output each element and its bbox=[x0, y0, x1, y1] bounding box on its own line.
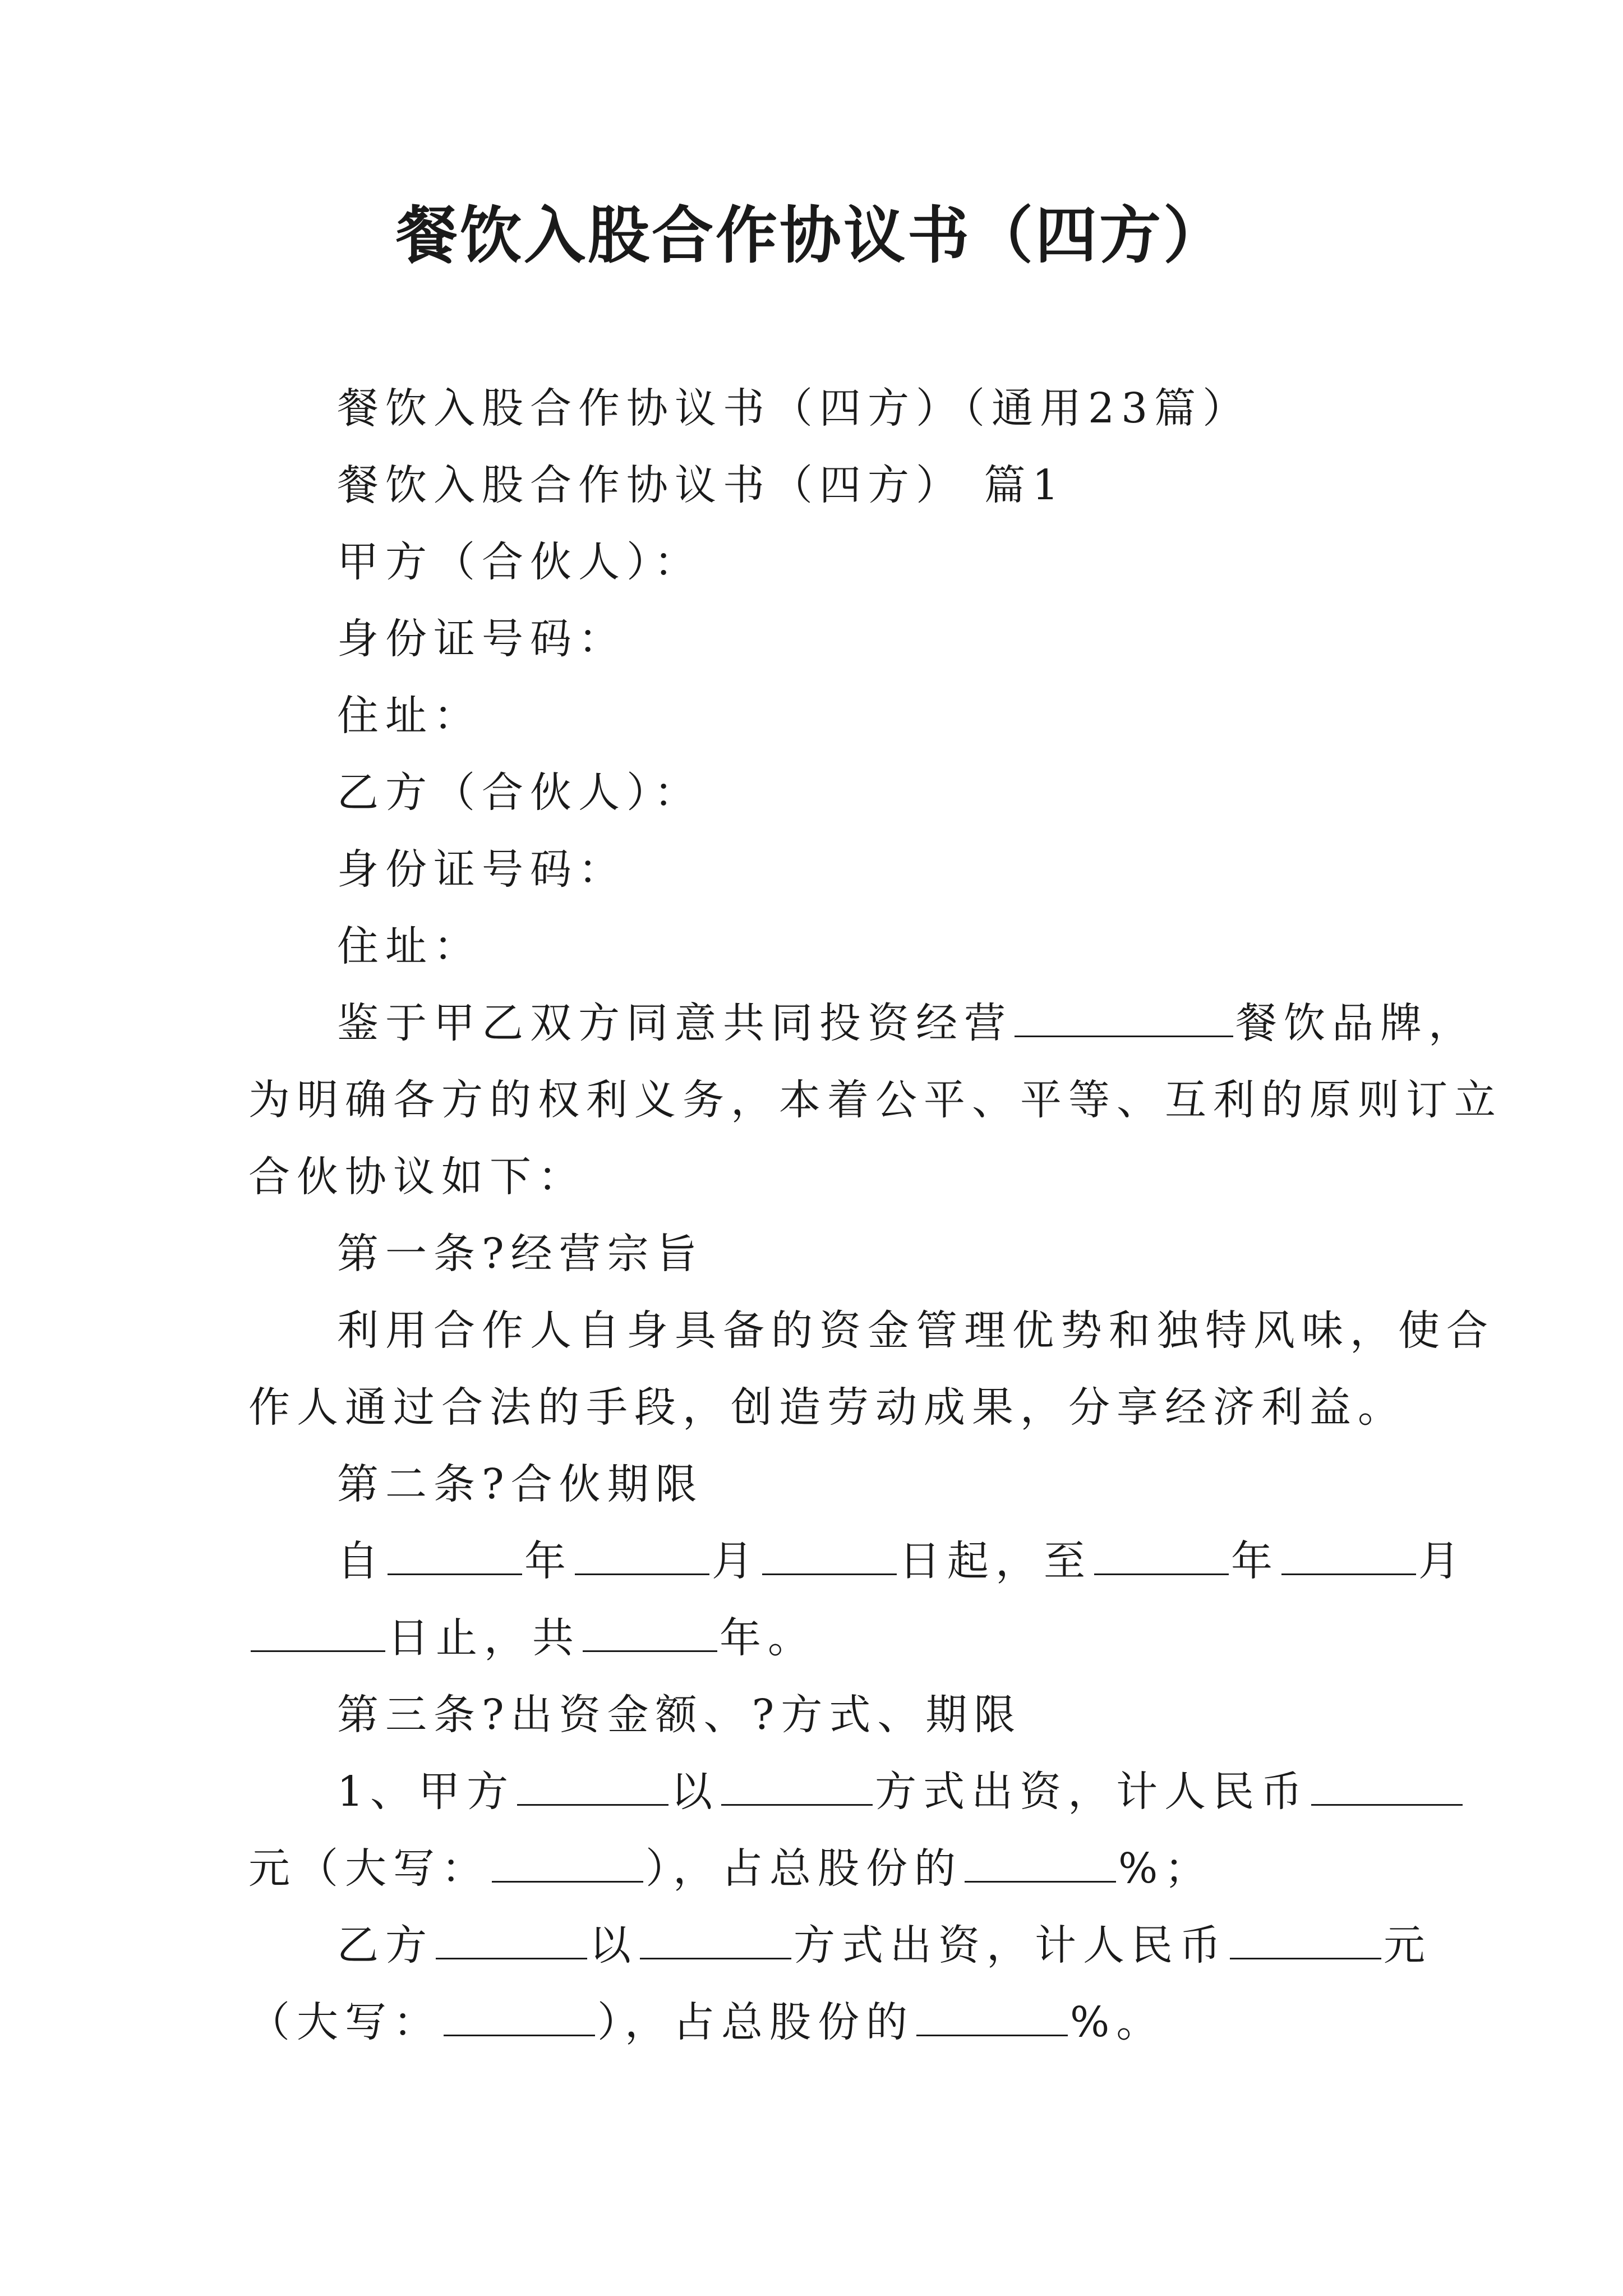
party-b-address-label: 住址： bbox=[337, 922, 482, 970]
party-a-method-blank bbox=[721, 1763, 873, 1806]
method-text-b: 方式出资，计人民币 bbox=[794, 1921, 1228, 1970]
party-b-caps-blank bbox=[444, 1993, 595, 2036]
yuan-text-b: 元 bbox=[1384, 1921, 1432, 1970]
party-a-name-blank bbox=[517, 1763, 668, 1806]
year-text-1: 年 bbox=[524, 1537, 573, 1585]
end-month-blank bbox=[1281, 1532, 1416, 1575]
subtitle-part: 餐饮入股合作协议书（四方） 篇1 bbox=[337, 461, 1066, 509]
article-2-heading: 第二条?合伙期限 bbox=[337, 1460, 704, 1508]
yuan-text-a: 元 bbox=[248, 1844, 297, 1893]
article-1-line-1: 利用合作人自身具备的资金管理优势和独特风味，使合 bbox=[337, 1306, 1495, 1355]
pct-end-b: %。 bbox=[1070, 1998, 1165, 2046]
subtitle-collection: 餐饮入股合作协议书（四方）（通用23篇） bbox=[337, 384, 1251, 432]
party-b-prefix: 乙方 bbox=[337, 1921, 434, 1970]
caps-close-a: ），占总股份的 bbox=[645, 1844, 962, 1893]
month-text-1: 月 bbox=[712, 1537, 760, 1585]
month-text-2: 月 bbox=[1418, 1537, 1467, 1585]
party-b-label: 乙方（合伙人）： bbox=[337, 769, 702, 817]
article-3-heading: 第三条?出资金额、?方式、期限 bbox=[337, 1691, 1022, 1739]
document-body bbox=[248, 370, 1502, 2061]
method-text-a: 方式出资，计人民币 bbox=[875, 1768, 1310, 1816]
preamble-line-3: 合伙协议如下： bbox=[248, 1153, 586, 1201]
article-2-line-1 bbox=[248, 1523, 1467, 1600]
total-years-blank bbox=[583, 1609, 717, 1652]
end-year-blank bbox=[1094, 1532, 1229, 1575]
party-a-address-label: 住址： bbox=[337, 692, 482, 740]
article-3-b-line-1 bbox=[248, 1907, 1432, 1984]
party-a-prefix: 1、甲方 bbox=[337, 1768, 515, 1816]
article-2-line-2 bbox=[248, 1600, 1382, 1677]
article-1-heading: 第一条?经营宗旨 bbox=[337, 1230, 704, 1278]
article-3-a-line-1 bbox=[248, 1754, 1382, 1830]
party-a-share-blank bbox=[965, 1839, 1116, 1883]
start-day-blank bbox=[762, 1532, 897, 1575]
start-year-blank bbox=[388, 1532, 522, 1575]
years-end-text: 年。 bbox=[720, 1614, 816, 1662]
document-title: 餐饮入股合作协议书（四方） bbox=[396, 199, 1227, 272]
day-start-text: 日起，至 bbox=[899, 1537, 1092, 1585]
article-3-a-line-2 bbox=[248, 1830, 1382, 1907]
caps-close-b: ），占总股份的 bbox=[597, 1998, 914, 2046]
party-a-caps-blank bbox=[492, 1839, 643, 1883]
party-b-method-blank bbox=[640, 1916, 791, 1959]
preamble-line-1 bbox=[248, 985, 1477, 1062]
from-text: 自 bbox=[337, 1537, 385, 1585]
caps-open-b: （大写： bbox=[248, 1998, 441, 2046]
year-text-2: 年 bbox=[1231, 1537, 1279, 1585]
party-b-id-label: 身份证号码： bbox=[337, 845, 626, 894]
article-1-line-2: 作人通过合法的手段，创造劳动成果，分享经济利益。 bbox=[248, 1383, 1406, 1432]
day-end-text: 日止，共 bbox=[388, 1614, 580, 1662]
party-b-share-blank bbox=[916, 1993, 1068, 2036]
preamble-text-1: 鉴于甲乙双方同意共同投资经营 bbox=[337, 999, 1012, 1047]
party-b-name-blank bbox=[436, 1916, 587, 1959]
preamble-text-2: 餐饮品牌， bbox=[1235, 999, 1477, 1047]
pct-semi-a: %； bbox=[1118, 1844, 1213, 1893]
party-b-amount-blank bbox=[1230, 1916, 1381, 1959]
preamble-line-2: 为明确各方的权利义务，本着公平、平等、互利的原则订立 bbox=[248, 1076, 1502, 1124]
party-a-id-label: 身份证号码： bbox=[337, 615, 626, 663]
by-text-a: 以 bbox=[671, 1768, 720, 1816]
start-month-blank bbox=[575, 1532, 709, 1575]
end-day-blank bbox=[251, 1609, 385, 1652]
party-a-amount-blank bbox=[1311, 1763, 1463, 1806]
by-text-b: 以 bbox=[589, 1921, 638, 1970]
article-3-b-line-2 bbox=[248, 1984, 1382, 2061]
caps-open-a: （大写： bbox=[297, 1844, 490, 1893]
party-a-label: 甲方（合伙人）： bbox=[337, 538, 702, 586]
brand-name-blank bbox=[1015, 994, 1233, 1037]
